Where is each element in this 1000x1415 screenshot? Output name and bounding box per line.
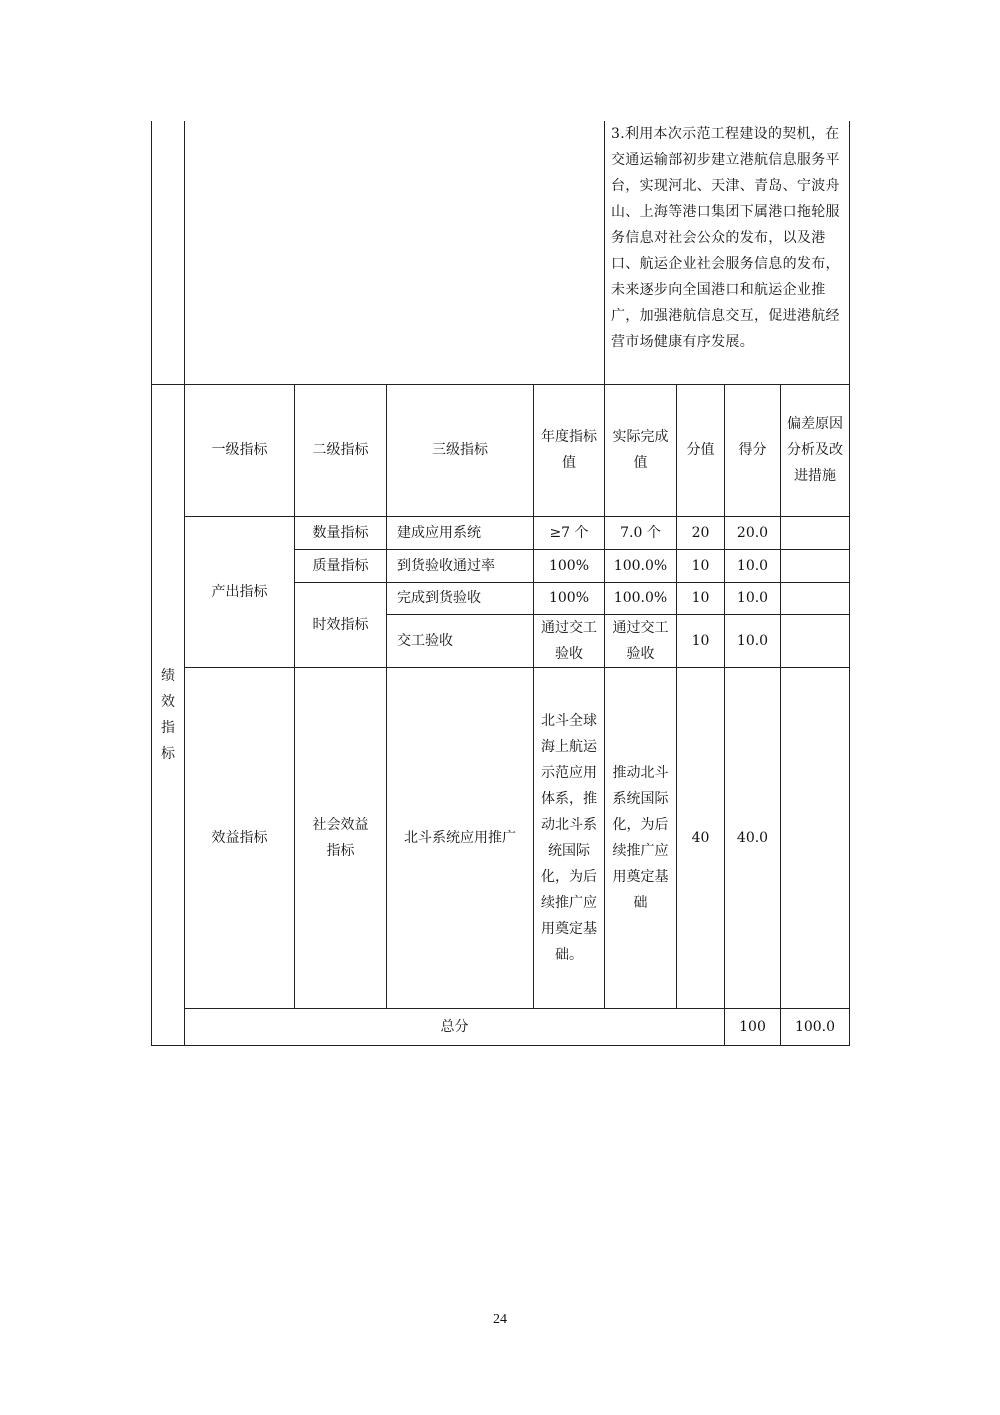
timeliness1-score: 10.0 xyxy=(725,582,781,614)
timeliness2-deviation xyxy=(781,614,850,667)
header-deviation: 偏差原因分析及改进措施 xyxy=(781,384,850,516)
timeliness2-score: 10.0 xyxy=(725,614,781,667)
performance-table xyxy=(151,121,850,1046)
quantity-actual: 7.0 个 xyxy=(605,516,677,549)
quality-value: 10 xyxy=(677,549,725,582)
timeliness-level2: 时效指标 xyxy=(295,582,387,667)
benefit-target: 北斗全球海上航运示范应用体系，推动北斗系统国际化，为后续推广应用奠定基础。 xyxy=(534,667,605,1008)
quantity-value: 20 xyxy=(677,516,725,549)
quantity-target: ≥7 个 xyxy=(534,516,605,549)
quality-target: 100% xyxy=(534,549,605,582)
timeliness2-actual: 通过交工验收 xyxy=(605,614,677,667)
output-level1: 产出指标 xyxy=(185,516,295,667)
quantity-deviation xyxy=(781,516,850,549)
header-level3: 三级指标 xyxy=(387,384,534,516)
total-row xyxy=(152,1008,850,1045)
benefit-actual: 推动北斗系统国际化，为后续推广应用奠定基础 xyxy=(605,667,677,1008)
quantity-score: 20.0 xyxy=(725,516,781,549)
side-label-text: 绩效指标 xyxy=(161,667,175,762)
blank-continuation-cell xyxy=(185,121,605,384)
benefit-value: 40 xyxy=(677,667,725,1008)
timeliness2-target: 通过交工验收 xyxy=(534,614,605,667)
total-value: 100 xyxy=(725,1008,781,1045)
page-number: 24 xyxy=(493,1312,507,1327)
header-annual-target: 年度指标值 xyxy=(534,384,605,516)
timeliness1-level3: 完成到货验收 xyxy=(387,582,534,614)
quality-level3: 到货验收通过率 xyxy=(387,549,534,582)
table-row xyxy=(152,516,850,549)
side-label-performance xyxy=(152,384,185,1045)
quality-level2: 质量指标 xyxy=(295,549,387,582)
timeliness2-value: 10 xyxy=(677,614,725,667)
side-label-continuation xyxy=(152,121,185,384)
benefit-deviation xyxy=(781,667,850,1008)
header-level2: 二级指标 xyxy=(295,384,387,516)
total-label: 总分 xyxy=(185,1008,725,1045)
header-score-value: 分值 xyxy=(677,384,725,516)
benefit-level3: 北斗系统应用推广 xyxy=(387,667,534,1008)
header-score: 得分 xyxy=(725,384,781,516)
table-row xyxy=(152,667,850,1008)
quantity-level3: 建成应用系统 xyxy=(387,516,534,549)
benefit-level2 xyxy=(295,667,387,1008)
timeliness1-actual: 100.0% xyxy=(605,582,677,614)
header-level1: 一级指标 xyxy=(185,384,295,516)
total-score: 100.0 xyxy=(781,1008,850,1045)
quantity-level2: 数量指标 xyxy=(295,516,387,549)
timeliness1-target: 100% xyxy=(534,582,605,614)
long-term-target-text: 3.利用本次示范工程建设的契机，在交通运输部初步建立港航信息服务平台，实现河北、天津、青岛、宁波舟山、上海等港口集团下属港口拖轮服务信息对社会公众的发布，以及港口、航运企业社会服务信息的发布，未来逐步向全国港口和航运企业推广，加强港航信息交互，促进港航经营市场健康有序发展。 xyxy=(605,121,850,384)
timeliness1-deviation xyxy=(781,582,850,614)
timeliness1-value: 10 xyxy=(677,582,725,614)
quality-deviation xyxy=(781,549,850,582)
quality-actual: 100.0% xyxy=(605,549,677,582)
benefit-score: 40.0 xyxy=(725,667,781,1008)
timeliness2-level3: 交工验收 xyxy=(387,614,534,667)
benefit-level2-text: 社会效益指标 xyxy=(312,816,369,859)
benefit-level1: 效益指标 xyxy=(185,667,295,1008)
quality-score: 10.0 xyxy=(725,549,781,582)
header-actual: 实际完成值 xyxy=(605,384,677,516)
